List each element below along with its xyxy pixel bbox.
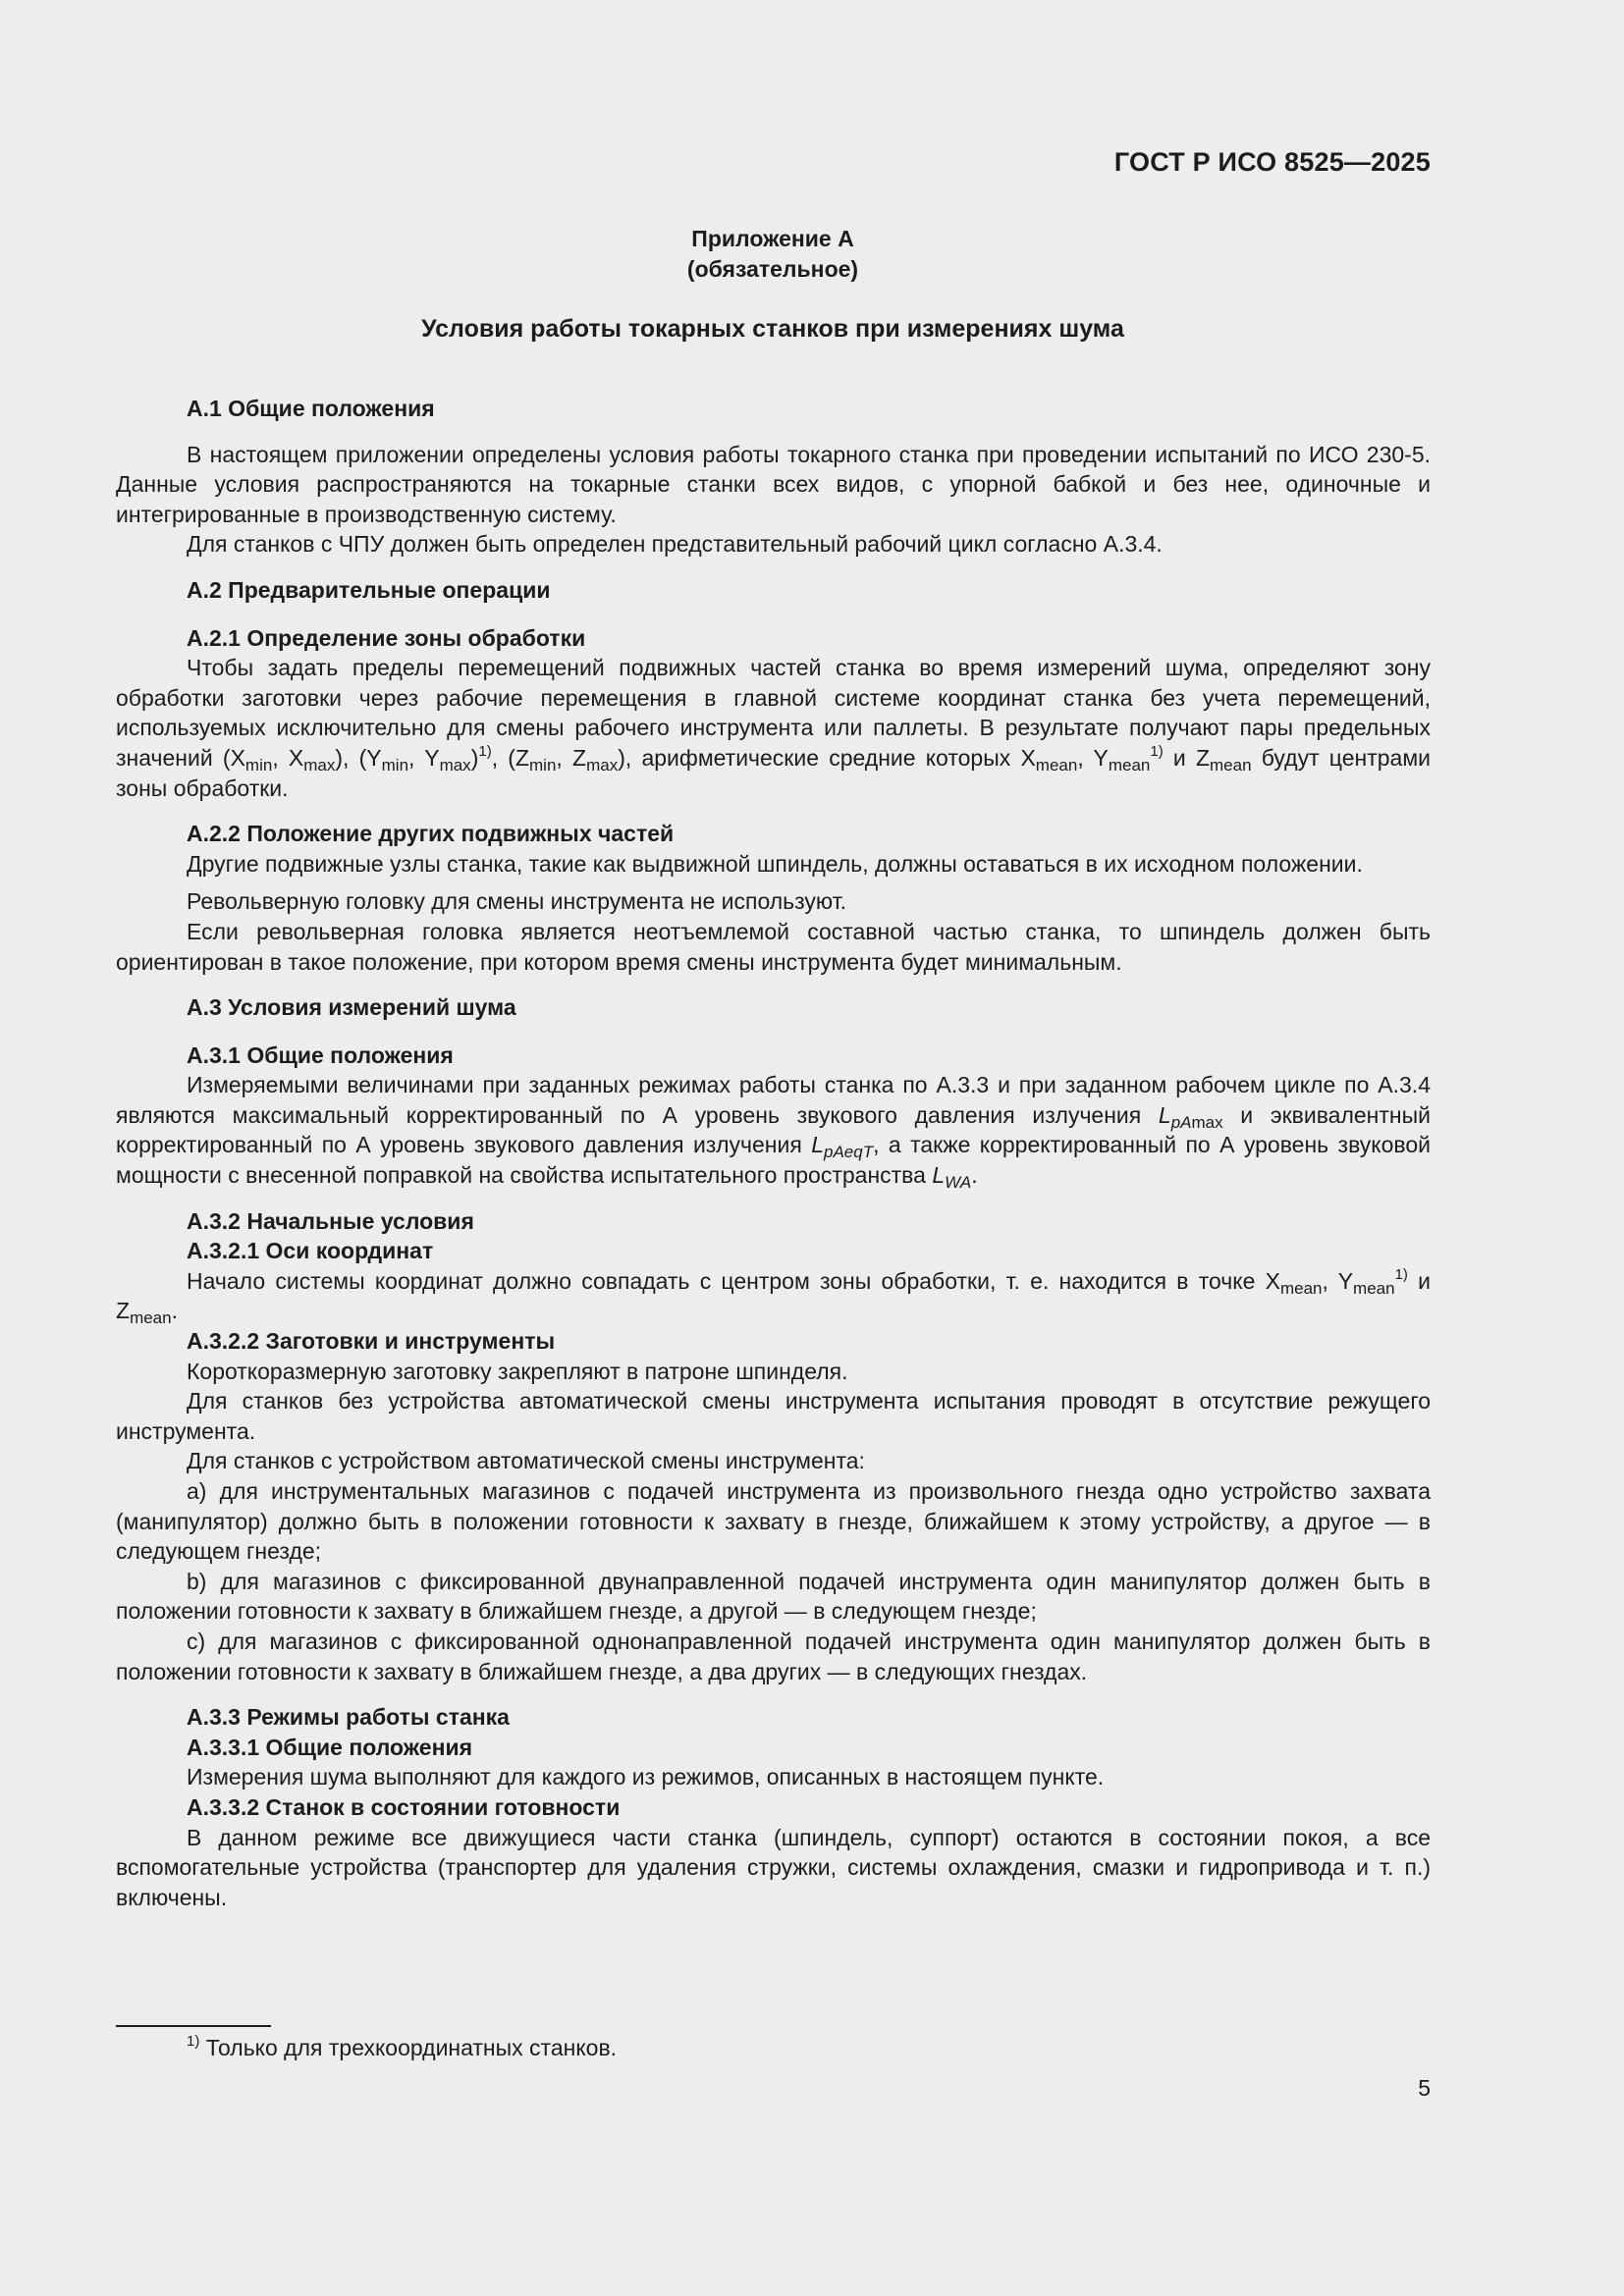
document-code: ГОСТ Р ИСО 8525—2025 bbox=[1113, 147, 1431, 177]
section-heading-a3-3: А.3.3 Режимы работы станка bbox=[187, 1704, 510, 1731]
annex-title-block bbox=[0, 224, 1545, 285]
paragraph: Если револьверная головка является неотъемлемой составной частью станка, то шпиндель должен быть ориентирован в такое положение, при котором время смены инструмента будет минимальным. bbox=[116, 918, 1431, 975]
list-item-b: b) для магазинов с фиксированной двунаправленной подачей инструмента один манипулятор должен быть в положении готовности к захвату в ближайшем гнезде, а другой — в следующем гнезде; bbox=[116, 1568, 1431, 1625]
paragraph: Другие подвижные узлы станка, такие как выдвижной шпиндель, должны оставаться в их исходном положении. bbox=[187, 850, 1363, 877]
footnote bbox=[187, 2033, 617, 2062]
section-heading-a3-3-1: А.3.3.1 Общие положения bbox=[187, 1734, 473, 1760]
footnote-ref: 1) bbox=[1150, 742, 1164, 760]
section-heading-a3-2: А.3.2 Начальные условия bbox=[187, 1207, 474, 1234]
paragraph: Револьверную головку для смены инструмента не используют. bbox=[187, 888, 847, 915]
section-heading-a2-1: А.2.1 Определение зоны обработки bbox=[187, 624, 586, 651]
paragraph: Короткоразмерную заготовку закрепляют в патроне шпинделя. bbox=[187, 1358, 848, 1384]
list-item-c: c) для магазинов с фиксированной однонаправленной подачей инструмента один манипулятор должен быть в положении готовности к захвату в ближайшем гнезде, а два других — в следующих гнездах. bbox=[116, 1628, 1431, 1684]
section-heading-a2: А.2 Предварительные операции bbox=[187, 576, 551, 603]
footnote-ref: 1) bbox=[1394, 1265, 1408, 1283]
list-item-a: a) для инструментальных магазинов с подачей инструмента из произвольного гнезда одно устройство захвата (манипулятор) должно быть в положении готовности к захвату в гнезде, ближайшем к этому устройству, а другое — в следующем гнезде; bbox=[116, 1478, 1431, 1565]
paragraph: В настоящем приложении определены условия работы токарного станка при проведении испытаний по ИСО 230-5. Данные условия распространяются на токарные станки всех видов, с упорной бабкой и без нее, одиночные и интегрированные в производственную систему. bbox=[116, 441, 1431, 527]
section-heading-a3-2-2: А.3.2.2 Заготовки и инструменты bbox=[187, 1328, 556, 1355]
section-heading-a2-2: А.2.2 Положение других подвижных частей bbox=[187, 821, 675, 847]
paragraph-measured-quantities: Измеряемыми величинами при заданных режимах работы станка по А.3.3 и при заданном рабочем цикле по А.3.4 являются максимальный корректированный по А уровень звукового давления излучения $L_{pAmax}$ и эквивалентный корректированный по А уровень звукового давления излучения $L_{pAeqT}$, а также корректированный по А уровень звуковой мощности с внесенной поправкой на свойства испытательного пространства $L_{WA}$. bbox=[116, 1072, 1431, 1193]
paragraph: Для станков с ЧПУ должен быть определен представительный рабочий цикл согласно А.3.4. bbox=[187, 531, 1163, 558]
annex-title: Приложение А bbox=[691, 226, 854, 251]
paragraph: Измерения шума выполняют для каждого из режимов, описанных в настоящем пункте. bbox=[187, 1764, 1105, 1790]
section-heading-a1: А.1 Общие положения bbox=[187, 396, 435, 421]
section-heading-a3-2-1: А.3.2.1 Оси координат bbox=[187, 1238, 434, 1264]
footnote-mark: 1) bbox=[187, 2033, 200, 2050]
footnote-ref: 1) bbox=[478, 742, 492, 760]
footnote-separator bbox=[116, 2025, 271, 2027]
section-heading-a3-3-2: А.3.3.2 Станок в состоянии готовности bbox=[187, 1793, 621, 1820]
footnote-text: Только для трехкоординатных станков. bbox=[205, 2035, 618, 2060]
page-number: 5 bbox=[1418, 2075, 1431, 2101]
paragraph: В данном режиме все движущиеся части станка (шпиндель, суппорт) остаются в состоянии покоя, а все вспомогательные устройства (транспортер для удаления стружки, системы охлаждения, смазки и гидропривода и т. п.) включены. bbox=[116, 1824, 1431, 1910]
paragraph-processing-zone: Чтобы задать пределы перемещений подвижных частей станка во время измерений шума, определяют зону обработки заготовки через рабочие перемещения в главной системе координат станка без учета перемещений, используемых исключительно для смены рабочего инструмента или паллеты. В результате получают пары предельных значений ($X_{min}$, $X_{max}$), ($Y_{min}$, $Y_{max})^{1)}$, ($Z_{min}$, $Z_{max}$), арифметические средние которых $X_{mean}$, $Y_{mean}^{1)}$ и $Z_{mean}$ будут центрами зоны обработки. bbox=[116, 655, 1431, 801]
section-heading-a3-1: А.3.1 Общие положения bbox=[187, 1041, 454, 1068]
document-body bbox=[116, 394, 1431, 1912]
paragraph-coordinate-origin: Начало системы координат должно совпадать с центром зоны обработки, т. е. находится в точке $X_{mean}$, $Y_{mean}^{1)}$ и $Z_{mean}$. bbox=[116, 1265, 1431, 1328]
annex-status: (обязательное) bbox=[686, 256, 859, 282]
paragraph: Для станков с устройством автоматической смены инструмента: bbox=[187, 1448, 865, 1474]
paragraph: Для станков без устройства автоматической смены инструмента испытания проводят в отсутствие режущего инструмента. bbox=[116, 1388, 1431, 1444]
annex-heading: Условия работы токарных станков при измерениях шума bbox=[421, 315, 1124, 343]
section-heading-a3: А.3 Условия измерений шума bbox=[187, 994, 516, 1021]
